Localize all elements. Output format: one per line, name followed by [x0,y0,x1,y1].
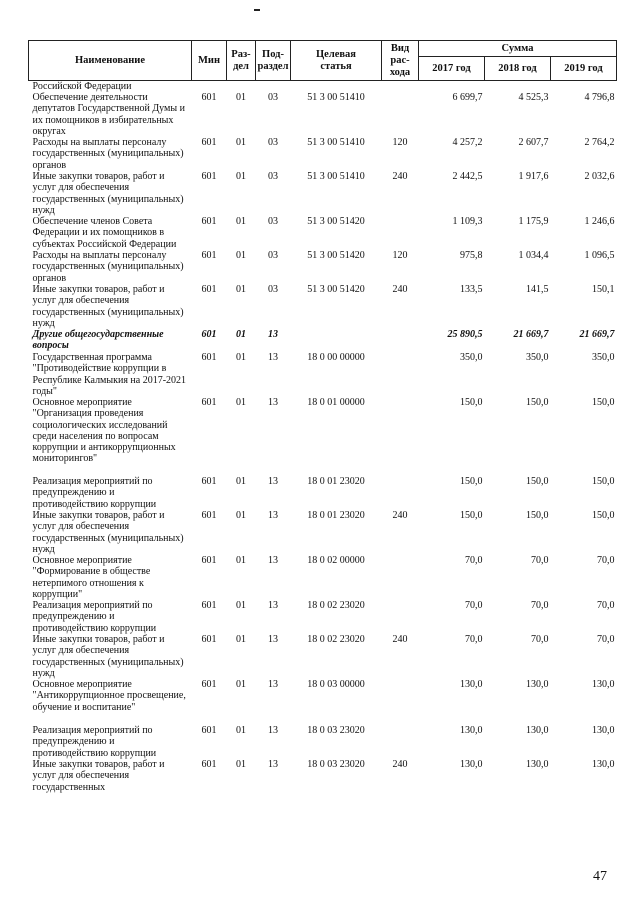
row-min [192,81,227,93]
table-row [29,352,617,397]
row-target: 51 3 00 51410 [307,92,365,104]
row-value-2017: 70,0 [465,555,483,567]
row-value-2019: 2 764,2 [584,137,615,149]
table-row [29,600,617,634]
row-podrazdel: 13 [268,555,278,567]
row-value-2018: 141,5 [526,284,549,296]
row-value-2018: 1 917,6 [518,171,549,183]
row-vid [382,329,419,352]
row-value-2017: 350,0 [460,352,483,364]
row-target: 18 0 02 23020 [307,600,365,612]
row-value-2018: 70,0 [531,555,549,567]
row-podrazdel: 13 [268,759,278,771]
table-body [29,81,617,794]
row-min: 601 [201,759,217,771]
row-name: Основное мероприятие "Организация проведения социологических исследований среди населения по вопросам коррупции и антикоррупционных мониторингов" [32,397,176,465]
row-min: 601 [201,679,217,691]
row-value-2017: 1 109,3 [452,216,483,228]
row-target: 51 3 00 51420 [307,250,365,262]
row-value-2019: 2 032,6 [584,171,615,183]
row-value-2017: 130,0 [460,759,483,771]
table-row [29,284,617,329]
row-podrazdel: 13 [268,725,278,737]
row-value-2018: 70,0 [531,600,549,612]
row-razdel: 01 [236,92,246,104]
table-row [29,476,617,510]
header-2018: 2018 год [485,57,551,81]
row-name: Основное мероприятие "Формирование в обществе нетерпимого отношения к коррупции" [32,555,151,600]
row-vid: 240 [392,171,408,183]
row-min: 601 [201,397,217,409]
row-name: Реализация мероприятий по предупреждению и противодействию коррупции [32,600,157,634]
row-razdel: 01 [236,352,246,364]
row-vid [382,216,419,250]
row-vid: 240 [392,634,408,646]
table-row [29,397,617,476]
row-min: 601 [201,250,217,262]
row-value-2018: 21 669,7 [513,329,549,341]
row-razdel: 01 [236,329,246,341]
row-target [291,81,382,93]
header-vid: Вид рас- хода [382,41,419,81]
row-value-2017: 150,0 [460,510,483,522]
row-value-2018: 150,0 [526,510,549,522]
row-vid: 240 [392,759,408,771]
row-vid: 120 [392,250,408,262]
row-min: 601 [201,725,217,737]
top-dash-mark [254,9,260,11]
row-name: Иные закупки товаров, работ и услуг для обеспечения государственных [32,759,165,793]
row-name: Расходы на выплаты персоналу государственных (муниципальных) органов [32,250,184,284]
row-vid: 120 [392,137,408,149]
row-min: 601 [201,329,217,341]
row-value-2017: 133,5 [460,284,483,296]
row-vid [382,600,419,634]
row-min: 601 [201,476,217,488]
row-value-2017: 150,0 [460,476,483,488]
row-podrazdel: 03 [268,137,278,149]
row-name: Реализация мероприятий по предупреждению и противодействию коррупции [32,476,157,510]
row-value-2018: 1 034,4 [518,250,549,262]
row-value-2017: 25 890,5 [447,329,483,341]
row-min: 601 [201,555,217,567]
row-value-2017: 6 699,7 [452,92,483,104]
row-value-2019 [551,81,617,93]
row-name: Иные закупки товаров, работ и услуг для обеспечения государственных (муниципальных) нужд [32,510,184,555]
header-podrazdel: Под- раздел [256,41,291,81]
row-target: 18 0 02 00000 [307,555,365,567]
row-target: 18 0 02 23020 [307,634,365,646]
row-value-2017: 975,8 [460,250,483,262]
table-row [29,725,617,759]
row-podrazdel: 13 [268,600,278,612]
table-row [29,92,617,137]
row-target: 18 0 03 23020 [307,725,365,737]
row-value-2017: 4 257,2 [452,137,483,149]
table-row [29,679,617,725]
row-value-2018: 2 607,7 [518,137,549,149]
row-value-2019: 1 096,5 [584,250,615,262]
row-value-2018: 150,0 [526,397,549,409]
row-vid: 240 [392,510,408,522]
table-row [29,81,617,93]
header-sum: Сумма [419,41,617,57]
row-podrazdel: 13 [268,329,278,341]
table-row [29,171,617,216]
row-value-2018 [485,81,551,93]
header-razdel: Раз- дел [227,41,256,81]
row-name: Реализация мероприятий по предупреждению и противодействию коррупции [32,725,157,759]
row-podrazdel [256,81,291,93]
row-vid [382,92,419,137]
table-row [29,634,617,679]
row-value-2017: 130,0 [460,725,483,737]
row-target: 51 3 00 51410 [307,171,365,183]
row-razdel: 01 [236,476,246,488]
row-min: 601 [201,92,217,104]
row-value-2018: 1 175,9 [518,216,549,228]
row-value-2018: 130,0 [526,679,549,691]
page-number: 47 [593,869,607,884]
row-min: 601 [201,600,217,612]
row-value-2018: 130,0 [526,725,549,737]
row-podrazdel: 13 [268,397,278,409]
row-min: 601 [201,137,217,149]
row-value-2019: 130,0 [592,725,615,737]
row-value-2017: 2 442,5 [452,171,483,183]
row-value-2019: 130,0 [592,679,615,691]
row-name: Российской Федерации [32,81,132,92]
row-name: Основное мероприятие "Антикоррупционное просвещение, обучение и воспитание" [32,679,186,713]
row-vid [382,679,419,725]
row-value-2019: 21 669,7 [579,329,615,341]
row-razdel [227,81,256,93]
row-min: 601 [201,510,217,522]
row-vid [382,397,419,476]
row-value-2018: 70,0 [531,634,549,646]
row-name: Другие общегосударственные вопросы [32,329,164,352]
row-name: Обеспечение деятельности депутатов Государственной Думы и их помощников в избирательных округах [32,92,185,137]
row-value-2019: 70,0 [597,600,615,612]
row-value-2018: 130,0 [526,759,549,771]
budget-table-page [28,40,616,793]
row-razdel: 01 [236,137,246,149]
table-row [29,510,617,555]
row-razdel: 01 [236,725,246,737]
row-value-2019: 150,0 [592,397,615,409]
row-value-2019: 1 246,6 [584,216,615,228]
row-min: 601 [201,284,217,296]
header-2019: 2019 год [551,57,617,81]
row-min: 601 [201,216,217,228]
row-podrazdel: 03 [268,284,278,296]
row-podrazdel: 03 [268,171,278,183]
row-value-2017: 70,0 [465,600,483,612]
budget-table [28,40,617,793]
row-podrazdel: 03 [268,92,278,104]
row-podrazdel: 13 [268,510,278,522]
row-min: 601 [201,171,217,183]
row-razdel: 01 [236,759,246,771]
row-target: 51 3 00 51420 [307,216,365,228]
row-podrazdel: 13 [268,352,278,364]
row-name: Иные закупки товаров, работ и услуг для обеспечения государственных (муниципальных) нужд [32,171,184,216]
row-vid [382,81,419,93]
header-name: Наименование [29,41,192,81]
row-target: 18 0 00 00000 [307,352,365,364]
row-target: 51 3 00 51410 [307,137,365,149]
row-value-2019: 350,0 [592,352,615,364]
row-name: Обеспечение членов Совета Федерации и их помощников в субъектах Российской Федерации [32,216,177,250]
table-row [29,137,617,171]
row-razdel: 01 [236,250,246,262]
row-razdel: 01 [236,284,246,296]
row-value-2019: 4 796,8 [584,92,615,104]
table-row [29,329,617,352]
row-razdel: 01 [236,510,246,522]
row-razdel: 01 [236,634,246,646]
row-value-2017: 150,0 [460,397,483,409]
row-value-2019: 70,0 [597,555,615,567]
table-row [29,555,617,600]
row-podrazdel: 03 [268,250,278,262]
row-target: 18 0 03 23020 [307,759,365,771]
row-vid [382,555,419,600]
row-value-2019: 150,0 [592,476,615,488]
row-name: Иные закупки товаров, работ и услуг для обеспечения государственных (муниципальных) нужд [32,284,184,329]
row-podrazdel: 13 [268,679,278,691]
row-name: Государственная программа "Противодействие коррупции в Республике Калмыкия на 2017-2021 годы" [32,352,187,397]
row-target: 18 0 03 00000 [307,679,365,691]
row-value-2017: 130,0 [460,679,483,691]
row-name: Расходы на выплаты персоналу государственных (муниципальных) органов [32,137,184,171]
header-2017: 2017 год [419,57,485,81]
row-target: 18 0 01 23020 [307,510,365,522]
row-vid [382,352,419,397]
header-min: Мин [192,41,227,81]
row-value-2018: 150,0 [526,476,549,488]
row-target: 18 0 01 23020 [307,476,365,488]
row-value-2019: 70,0 [597,634,615,646]
row-target: 18 0 01 00000 [307,397,365,409]
row-min: 601 [201,352,217,364]
row-target: 51 3 00 51420 [307,284,365,296]
row-value-2018: 4 525,3 [518,92,549,104]
row-name: Иные закупки товаров, работ и услуг для обеспечения государственных (муниципальных) нужд [32,634,184,679]
row-min: 601 [201,634,217,646]
row-vid [382,725,419,759]
header-target: Целевая статья [291,41,382,81]
row-podrazdel: 13 [268,476,278,488]
row-value-2019: 150,0 [592,510,615,522]
row-value-2019: 130,0 [592,759,615,771]
row-value-2017: 70,0 [465,634,483,646]
row-target [291,329,382,352]
row-razdel: 01 [236,555,246,567]
row-value-2018: 350,0 [526,352,549,364]
row-podrazdel: 03 [268,216,278,228]
row-vid: 240 [392,284,408,296]
row-podrazdel: 13 [268,634,278,646]
row-razdel: 01 [236,679,246,691]
row-razdel: 01 [236,171,246,183]
table-row [29,216,617,250]
table-row [29,250,617,284]
row-value-2017 [419,81,485,93]
row-razdel: 01 [236,600,246,612]
table-row [29,759,617,793]
row-razdel: 01 [236,216,246,228]
row-value-2019: 150,1 [592,284,615,296]
row-razdel: 01 [236,397,246,409]
row-vid [382,476,419,510]
